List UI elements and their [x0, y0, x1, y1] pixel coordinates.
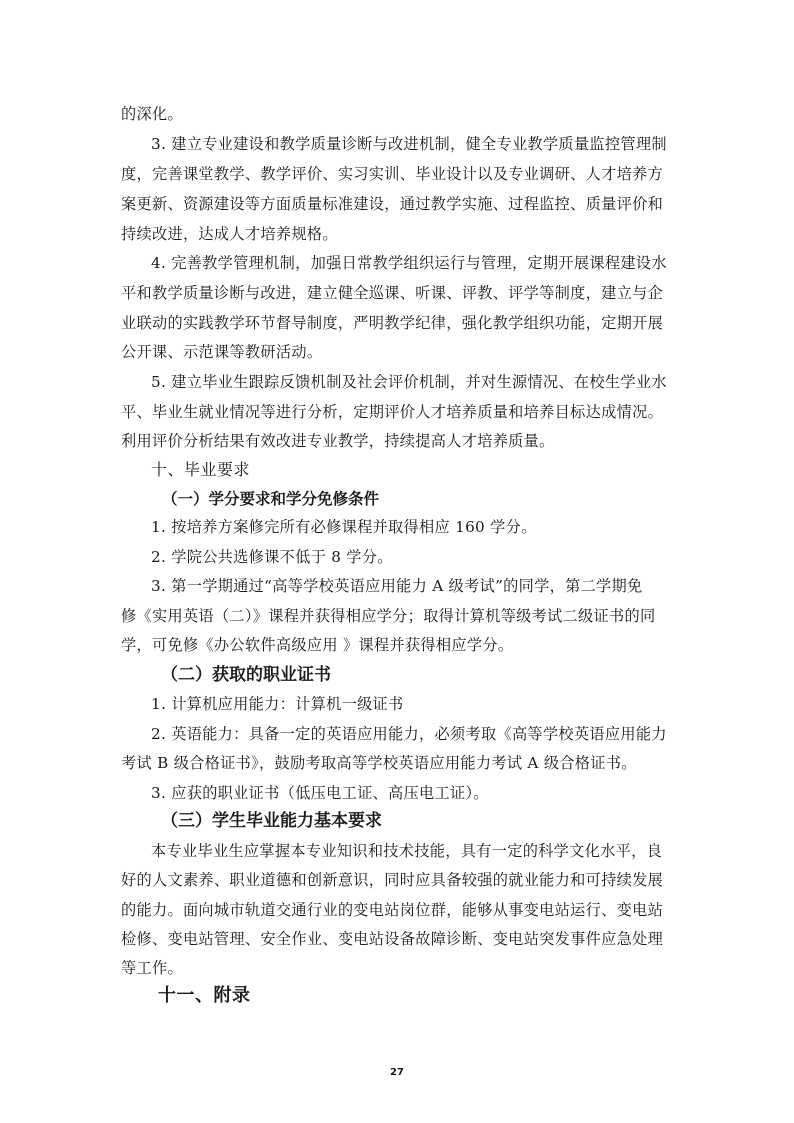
certificate-item-2-line-1: 2. 英语能力：具备一定的英语应用能力，必须考取《高等学校英语应用能力: [151, 725, 667, 743]
abilities-line-3: 的能力。面向城市轨道交通行业的变电站岗位群，能够从事变电站运行、变电站: [121, 901, 664, 919]
subsection-graduate-abilities: （三）学生毕业能力基本要求: [161, 811, 382, 831]
paragraph-4-line-1: 4. 完善教学管理机制，加强日常教学组织运行与管理，定期开展课程建设水: [151, 254, 667, 272]
credit-item-1: 1. 按培养方案修完所有必修课程并取得相应 160 学分。: [151, 518, 537, 536]
subsection-certificates: （二）获取的职业证书: [161, 665, 331, 685]
credit-item-3-line-3: 学，可免修《办公软件高级应用 》课程并获得相应学分。: [121, 636, 514, 654]
abilities-line-5: 等工作。: [121, 959, 183, 977]
abilities-line-1: 本专业毕业生应掌握本专业知识和技术技能，具有一定的科学文化水平，良: [151, 842, 663, 860]
section-11-heading: 十一、附录: [158, 985, 251, 1006]
paragraph-5-line-1: 5. 建立毕业生跟踪反馈机制及社会评价机制，并对生源情况、在校生学业水: [151, 373, 667, 391]
section-10-heading: 十、毕业要求: [151, 460, 251, 479]
paragraph-5-line-2: 平、毕业生就业情况等进行分析，定期评价人才培养质量和培养目标达成情况。: [121, 403, 664, 421]
paragraph-3-line-2: 度，完善课堂教学、教学评价、实习实训、毕业设计以及专业调研、人才培养方: [121, 165, 664, 183]
certificate-item-3: 3. 应获的职业证书（低压电工证、高压电工证）。: [151, 784, 489, 802]
credit-item-3-line-2: 修《实用英语（二）》课程并获得相应学分；取得计算机等级考试二级证书的同: [121, 607, 656, 625]
certificate-item-1: 1. 计算机应用能力：计算机一级证书: [151, 695, 404, 713]
paragraph-3-line-3: 案更新、资源建设等方面质量标准建设，通过教学实施、过程监控、质量评价和: [121, 195, 664, 213]
paragraph-3-line-1: 3. 建立专业建设和教学质量诊断与改进机制，健全专业教学质量监控管理制: [151, 135, 667, 153]
paragraph-4-line-3: 业联动的实践教学环节督导制度，严明教学纪律，强化教学组织功能，定期开展: [121, 314, 664, 332]
page-number: 27: [390, 1067, 404, 1078]
paragraph-3-line-4: 持续改进，达成人才培养规格。: [121, 225, 338, 243]
abilities-line-4: 检修、变电站管理、安全作业、变电站设备故障诊断、变电站突发事件应急处理: [121, 930, 664, 948]
certificate-item-2-line-2: 考试 B 级合格证书》，鼓励考取高等学校英语应用能力考试 A 级合格证书。: [121, 754, 637, 772]
abilities-line-2: 好的人文素养、职业道德和创新意识，同时应具备较强的就业能力和可持续发展: [121, 871, 664, 889]
paragraph-4-line-4: 公开课、示范课等教研活动。: [121, 343, 323, 361]
paragraph-4-line-2: 平和教学质量诊断与改进，建立健全巡课、听课、评教、评学等制度，建立与企: [121, 284, 664, 302]
paragraph-continuation: 的深化。: [121, 105, 183, 123]
subsection-credit-requirements: （一）学分要求和学分免修条件: [162, 490, 380, 508]
paragraph-5-line-3: 利用评价分析结果有效改进专业教学，持续提高人才培养质量。: [121, 432, 555, 450]
credit-item-3-line-1: 3. 第一学期通过“高等学校英语应用能力 A 级考试”的同学，第二学期免: [151, 577, 643, 595]
credit-item-2: 2. 学院公共选修课不低于 8 学分。: [151, 548, 393, 566]
